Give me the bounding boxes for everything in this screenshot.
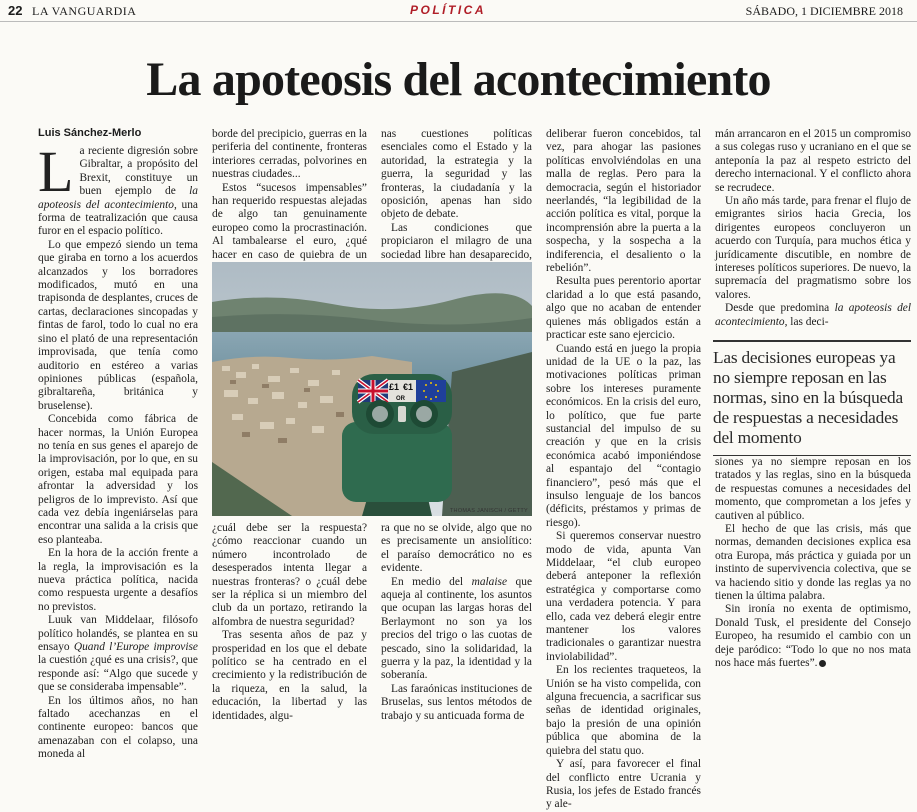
paragraph: Concebida como fábrica de hacer normas, la Unión Europea no tenía en sus genes el aparejo de la improvisación, por lo que, en su origen, estaba mal equipada para afrontar la adversidad y los peligros de lo imprevisto. Así que cada vez debía ingeniárselas para encontrar una salida a la crisis que eso planteaba.	[38, 413, 198, 546]
pull-quote-text: Las decisiones europeas ya no siempre reposan en las normas, sino en la búsqueda de respuestas a necesidades del momento	[713, 348, 903, 447]
end-of-article-mark	[819, 660, 826, 667]
text-run: Desde que predomina	[725, 302, 835, 315]
paragraph: En la hora de la acción frente a la regla, la improvisación es la nueva práctica política, nacida como respuesta urgente a desafíos no previstos.	[38, 547, 198, 613]
italic-run: la apoteosis del acontecimiento	[715, 302, 911, 328]
paragraph	[715, 603, 911, 670]
paragraph: El hecho de que las crisis, más que normas, demanden decisiones explica esa otra Europa, más práctica y guiada por un instinto de supervivencia colectiva, que se va haciendo sitio y donde las reglas ya no tienen la última palabra.	[715, 523, 911, 603]
text-run: la cuestión ¿qué es una crisis?, que responde así: “Algo que sucede y que se consideraba impensable”.	[38, 654, 198, 694]
paragraph: Si queremos conservar nuestro modo de vida, apunta Van Middelaar, “el club europeo deberá anteponer la reflexión estratégica y comportarse como una verdadera potencia. Y para ello, cada vez deberá elegir entre mantener los valores tradicionales o garantizar nuestra inviolabilidad”.	[546, 530, 701, 663]
paragraph	[381, 576, 532, 683]
paragraph: Resulta pues perentorio aportar claridad a lo que está pasando, algo que no acaban de entender quienes más obligados están a practicar este sano ejercicio.	[546, 275, 701, 342]
pull-quote	[713, 340, 911, 448]
paragraph: En los últimos años, no han faltado acechanzas en el continente europeo: bancos que amenazaban con el colapso, una moneda al	[38, 694, 198, 761]
paragraph: deliberar fueron concebidos, tal vez, para ahogar las pasiones políticas envolviéndolas en una malla de reglas. Pero para la democracia, según el historiador neerlandés, “la legibilidad de la acción política es vital, porque la incomprensión abre la puerta a la sospecha, y la sospecha a la indiferencia, el desaliento o la rebelión”.	[546, 128, 701, 275]
paragraph: siones ya no siempre reposan en los tratados y las reglas, sino en la búsqueda de respuestas comunes a necesidades del momento, que comprometan a los jefes y cautiven al público.	[715, 456, 911, 522]
article-column-5-bottom	[715, 456, 911, 671]
article-column-3-bottom	[381, 522, 532, 723]
paragraph: mán arrancaron en el 2015 un compromiso a sus colegas ruso y ucraniano en el que se anteponía la paz al respeto estricto del derecho internacional. Y el conflicto ahora se recrudece.	[715, 128, 911, 194]
text-run: Luuk van Middelaar, filósofo político holandés, se plantea en su ensayo	[38, 614, 198, 654]
paragraph: Las faraónicas instituciones de Bruselas, sus lentos métodos de trabajo y su anticuada forma de	[381, 682, 532, 722]
paragraph: En los recientes traqueteos, la Unión se ha visto compelida, con alguna frecuencia, a sacrificar sus señas de identidad originales, bajo la presión de una opinión pública que abomina de la quiebra del statu quo.	[546, 664, 701, 757]
paragraph: Tras sesenta años de paz y prosperidad en los que el debate político se ha centrado en el crecimiento y la redistribución de la riqueza, en la salud, la educación, la libertad y las identidades, algu-	[212, 629, 367, 722]
article-column-1	[38, 139, 198, 762]
sign-right-text: €1	[403, 382, 414, 392]
drop-cap: L	[38, 139, 74, 204]
newspaper-name: LA VANGUARDIA	[32, 4, 137, 18]
paragraph	[715, 302, 911, 329]
paragraph: Estos “sucesos impensables” han requerido respuestas alejadas de algo tan genuinamente europeo como la procrastinación. Al tambalearse el euro, ¿qué hacer en caso de quiebra de un	[212, 181, 367, 261]
sign-left-text: £1	[389, 382, 400, 392]
paragraph: Un año más tarde, para frenar el flujo de emigrantes sirios hacia Grecia, los dirigentes europeos concluyeron un acuerdo con Turquía, para muchos ética y jurídicamente discutible, en nombre de intereses políticos superiores. De nuevo, la supremacía del pragmatismo sobre los valores.	[715, 195, 911, 301]
text-run: Sin ironía no exenta de optimismo, Donald Tusk, el presidente del Consejo Europeo, ha resumido el cambio con un deje paródico: “Todo lo que no nos mata nos hace más fuertes”.	[715, 603, 911, 670]
text-run: , una forma de teatralización que causa furor en el espacio político.	[38, 198, 198, 238]
page-number: 22	[8, 3, 23, 18]
photo-credit: THOMAS JANISCH / GETTY	[449, 508, 528, 514]
gibraltar-viewer-photo	[212, 262, 532, 516]
sign-mid-text: OR	[396, 396, 405, 402]
paragraph: borde del precipicio, guerras en la periferia del continente, fronteras interiores cerradas, polvorines en nuestras ciudades...	[212, 128, 367, 181]
italic-run: la apoteosis del acontecimiento	[38, 185, 198, 211]
paragraph	[38, 614, 198, 694]
byline: Luis Sánchez-Merlo	[38, 127, 142, 139]
paragraph: Cuando está en juego la propia unidad de la UE o la paz, las motivaciones políticas priman sobre los intereses puramente económicos. En la crisis del euro, lo político, que fue parte sustancial del impulso de su creación y que en la crisis económica acabó imponiéndose al espantajo del “contagio financiero”, pesó más que el insulso lenguaje de los bancos (déficits, préstamos y primas de riesgo).	[546, 342, 701, 529]
text-run: En medio del	[391, 575, 472, 588]
paragraph: Y así, para favorecer el final del conflicto entre Ucrania y Rusia, los jefes de Estado francés y ale-	[546, 758, 701, 811]
article-column-5-top	[715, 128, 911, 329]
article-column-4	[546, 128, 701, 812]
italic-run: malaise	[471, 575, 508, 588]
paragraph: Lo que empezó siendo un tema que giraba en torno a los acuerdos alcanzados y los borradores modificados, mutó en una trapisonda de desplantes, cruces de cartas, declaraciones sincopadas y fintas de farol, todo lo cual no era sino el plató de una representación improvisada, que tenía como auditorio en estéreo a varias opiniones públicas (española, gibraltareña, británica y bruselense).	[38, 238, 198, 412]
paragraph: ¿cuál debe ser la respuesta? ¿cómo reaccionar cuando un número incontrolado de desesperados intenta llegar a nuestras fronteras? o ¿cuál debe ser la réplica si un miembro del club da un portazo, retirando la alfombra de nuestra seguridad?	[212, 522, 367, 628]
paragraph: nas cuestiones políticas esenciales como el Estado y la autoridad, la estrategia y la guerra, la seguridad y las fronteras, la ciudadanía y la oposición, apenas han sido objeto de debate.	[381, 128, 532, 221]
paragraph	[38, 139, 198, 239]
text-run: a reciente digresión sobre Gibraltar, a propósito del Brexit, constituye un buen ejemplo de	[79, 145, 198, 198]
section-name: POLÍTICA	[410, 3, 486, 17]
article-column-2-bottom	[212, 522, 367, 723]
paragraph: ra que no se olvide, algo que no es precisamente un ansiolítico: el paraíso democrático no es evidente.	[381, 522, 532, 575]
headline: La apoteosis del acontecimiento	[146, 53, 771, 106]
text-run: , las deci-	[784, 315, 829, 328]
article-photo	[212, 262, 532, 516]
issue-date: SÁBADO, 1 DICIEMBRE 2018	[745, 4, 903, 18]
text-run: que aqueja al continente, los asuntos que ocupan las largas horas del Berlaymont no son ya los precios del trigo o las cuotas de pescado, sino la solidaridad, la guerra y la paz, la identidad y la soberanía.	[381, 575, 532, 682]
paragraph: Las condiciones que propiciaron el milagro de una sociedad libre han desaparecido,	[381, 221, 532, 261]
page-header	[0, 0, 917, 22]
italic-run: Quand l’Europe improvise	[73, 641, 198, 654]
